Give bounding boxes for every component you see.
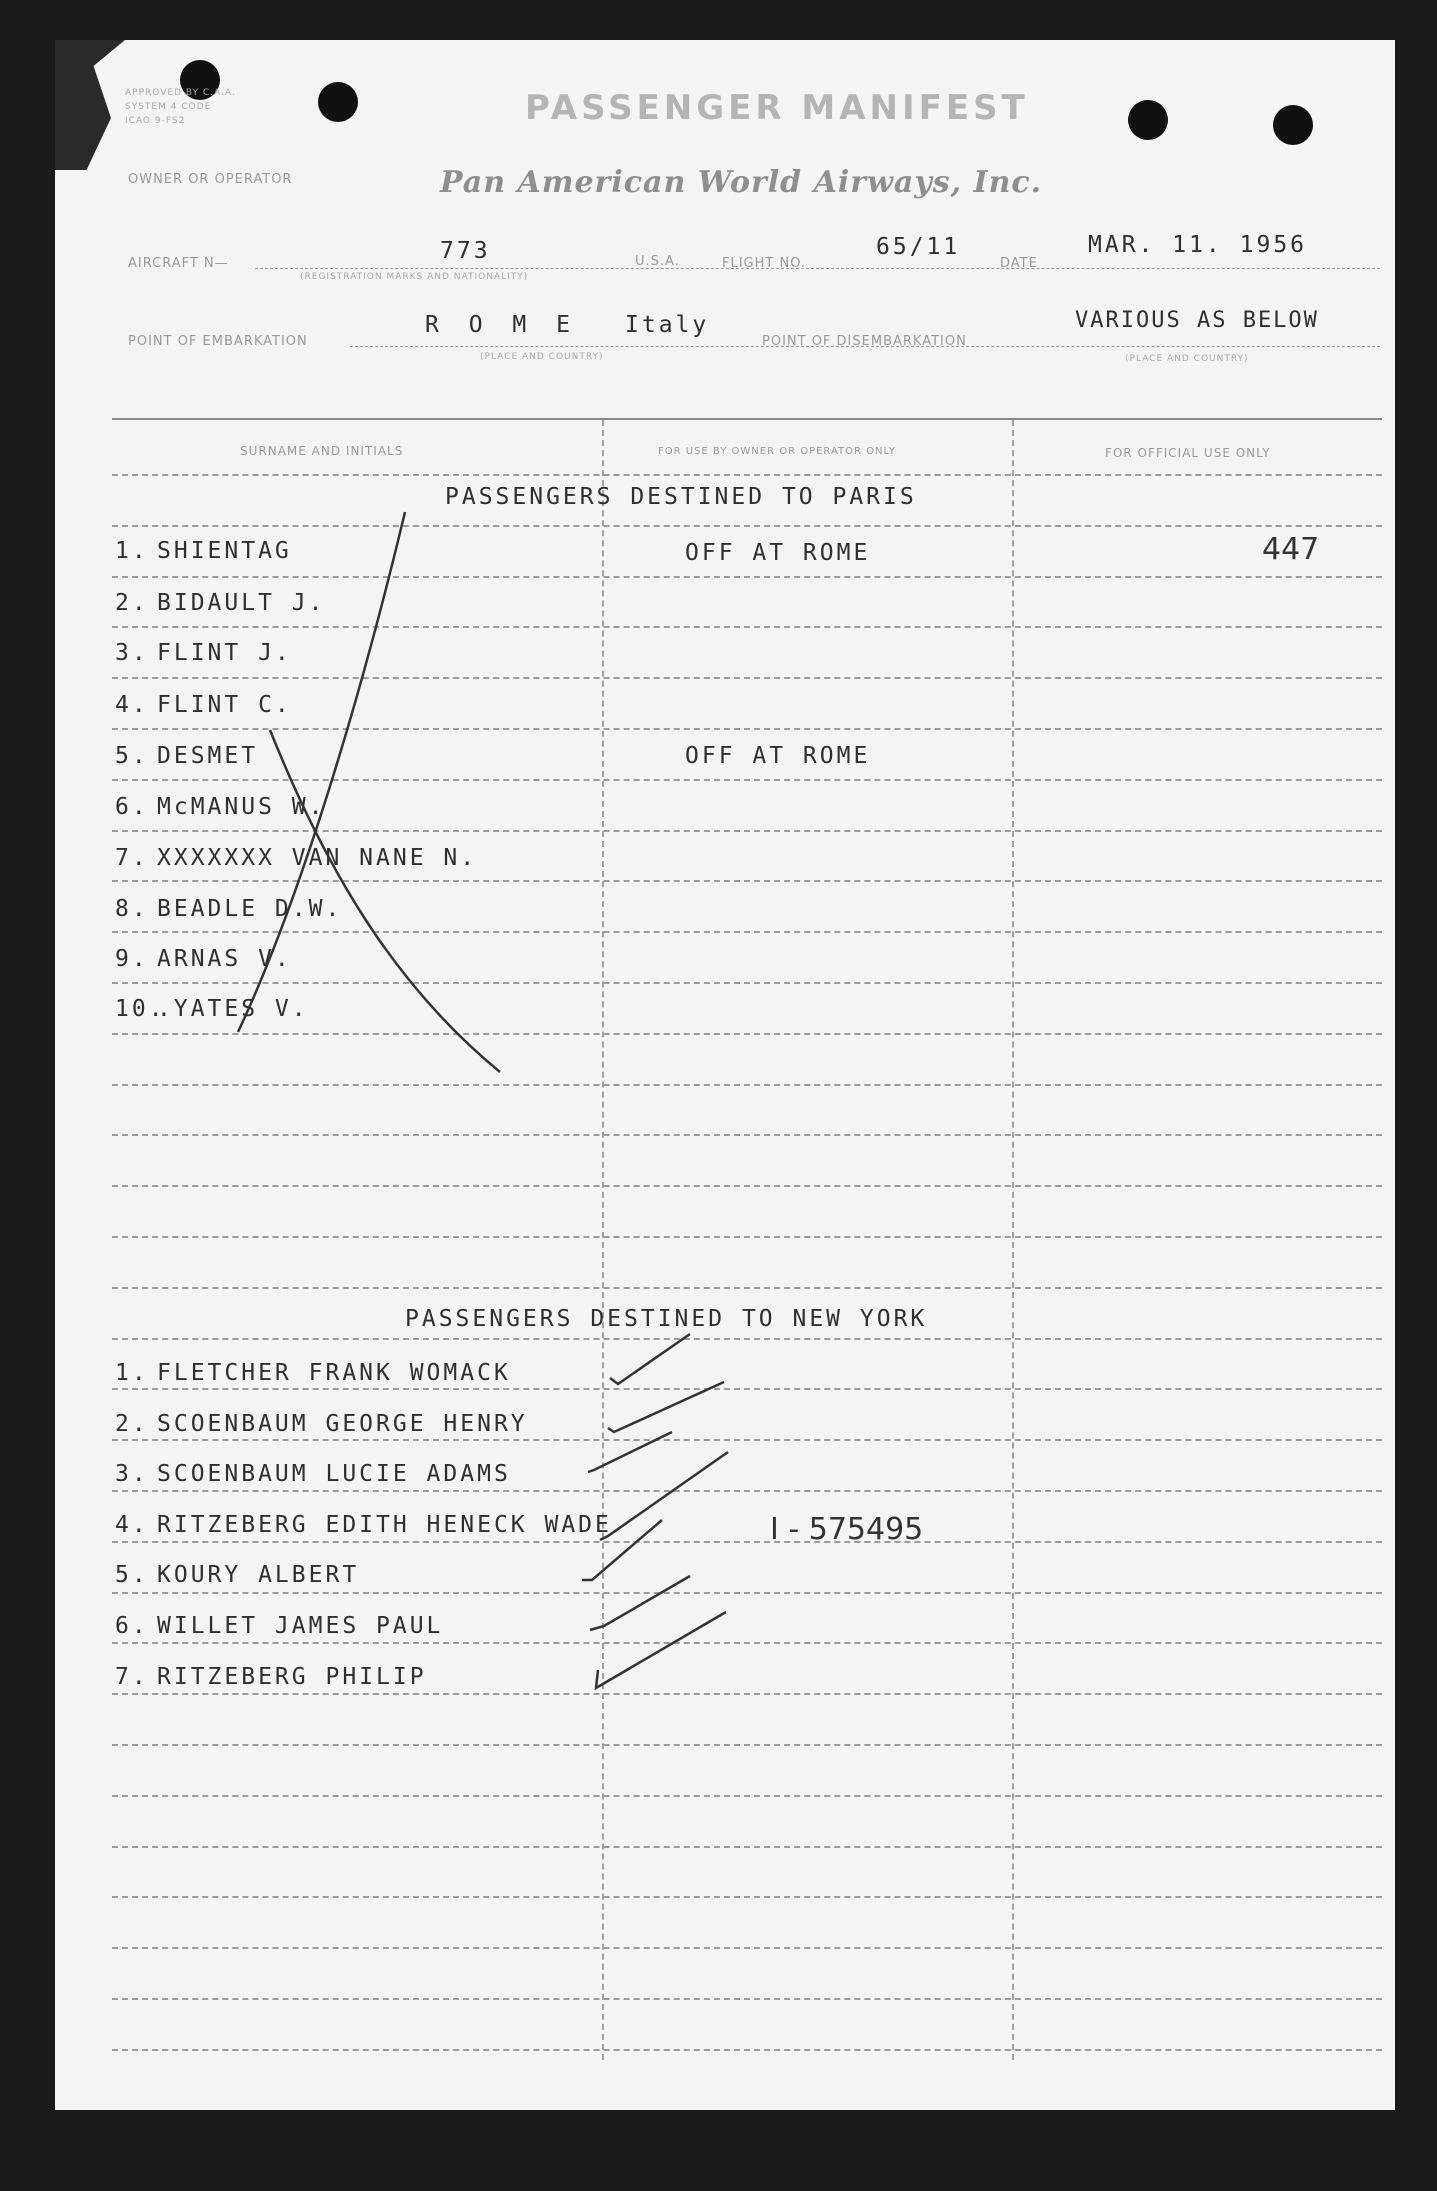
row-number: 1. <box>115 538 149 564</box>
ruled-line <box>112 1846 1382 1848</box>
row-number: 6. <box>115 794 149 820</box>
ruled-line <box>112 1744 1382 1746</box>
ruled-line <box>112 2049 1382 2051</box>
form-code: APPROVED BY C.A.A. <box>125 88 236 98</box>
punch-hole <box>318 82 358 122</box>
table-row <box>115 692 292 718</box>
row-number: 7. <box>115 845 149 871</box>
airline-name: Pan American World Airways, Inc. <box>440 165 1043 200</box>
row-number: 8. <box>115 896 149 922</box>
form-code: ICAO 9-FS2 <box>125 116 186 126</box>
official-number: 447 <box>1262 532 1320 567</box>
ruled-line <box>112 1795 1382 1797</box>
place-caption: (PLACE AND COUNTRY) <box>480 352 604 362</box>
manifest-paper <box>55 40 1395 2110</box>
row-number: 4. <box>115 692 149 718</box>
date-label: DATE <box>1000 256 1038 271</box>
table-row <box>115 1562 359 1588</box>
passenger-name: RITZEBERG PHILIP <box>157 1664 427 1690</box>
passenger-name: .YATES V. <box>157 996 309 1022</box>
punch-hole <box>1273 105 1313 145</box>
table-row <box>115 946 292 972</box>
place-caption: (PLACE AND COUNTRY) <box>1125 354 1249 364</box>
embarkation-label: POINT OF EMBARKATION <box>128 334 308 349</box>
passenger-name: BIDAULT J. <box>157 590 326 616</box>
ruled-line <box>112 1338 1382 1340</box>
ruled-line <box>112 1642 1382 1644</box>
passenger-name: SCOENBAUM LUCIE ADAMS <box>157 1461 511 1487</box>
ruled-line <box>112 1134 1382 1136</box>
ruled-line <box>112 1998 1382 2000</box>
row-number: 7. <box>115 1664 149 1690</box>
ruled-line <box>112 779 1382 781</box>
column-header-surname: SURNAME AND INITIALS <box>240 444 404 458</box>
table-row <box>115 996 309 1022</box>
table-top-rule <box>112 418 1382 420</box>
passenger-name: SHIENTAG <box>157 538 292 564</box>
disembarkation-label: POINT OF DISEMBARKATION <box>762 334 967 349</box>
passenger-name: FLETCHER FRANK WOMACK <box>157 1360 511 1386</box>
ruled-line <box>112 1947 1382 1949</box>
ruled-line <box>112 1185 1382 1187</box>
page-title: PASSENGER MANIFEST <box>525 88 1029 128</box>
ruled-line <box>112 931 1382 933</box>
row-note: OFF AT ROME <box>685 743 871 769</box>
owner-label: OWNER OR OPERATOR <box>128 172 293 187</box>
row-note: OFF AT ROME <box>685 540 871 566</box>
registration-caption: (REGISTRATION MARKS AND NATIONALITY) <box>300 272 529 282</box>
table-row <box>115 1461 511 1487</box>
ruled-line <box>112 1490 1382 1492</box>
table-row <box>115 1411 528 1437</box>
table-row <box>115 1613 443 1639</box>
ruled-line <box>112 1287 1382 1289</box>
handwritten-note: I - 575495 <box>770 1512 924 1547</box>
ruled-line <box>112 1084 1382 1086</box>
passenger-name: DESMET <box>157 743 259 769</box>
date-value: MAR. 11. 1956 <box>1088 232 1308 258</box>
row-number: 3. <box>115 640 149 666</box>
ruled-line <box>112 1693 1382 1695</box>
row-number: 4. <box>115 1512 149 1538</box>
ruled-line <box>112 576 1382 578</box>
embarkation-country: Italy <box>625 312 710 338</box>
row-number: 2. <box>115 1411 149 1437</box>
ruled-line <box>112 525 1382 527</box>
ruled-line <box>112 1388 1382 1390</box>
passenger-name: RITZEBERG EDITH HENECK WADE <box>157 1512 612 1538</box>
row-number: 5. <box>115 1562 149 1588</box>
flight-number: 65/11 <box>876 234 961 260</box>
column-header-official: FOR OFFICIAL USE ONLY <box>1105 446 1271 460</box>
ruled-line <box>112 1033 1382 1035</box>
form-code: SYSTEM 4 CODE <box>125 102 212 112</box>
ruled-line <box>112 1439 1382 1441</box>
row-number: 6. <box>115 1613 149 1639</box>
ruled-line <box>112 728 1382 730</box>
passenger-name: XXXXXXX VAN NANE N. <box>157 845 478 871</box>
section-heading-new-york: PASSENGERS DESTINED TO NEW YORK <box>405 1306 928 1332</box>
row-number: 9. <box>115 946 149 972</box>
ruled-line <box>112 1236 1382 1238</box>
table-row <box>115 1360 511 1386</box>
ruled-line <box>112 626 1382 628</box>
flight-label: FLIGHT NO. <box>722 256 807 271</box>
row-number: 1. <box>115 1360 149 1386</box>
ruled-line <box>112 677 1382 679</box>
row-number: 10. <box>115 996 166 1022</box>
ruled-line <box>112 982 1382 984</box>
row-number: 3. <box>115 1461 149 1487</box>
disembarkation-value: VARIOUS AS BELOW <box>1075 308 1319 333</box>
passenger-name: KOURY ALBERT <box>157 1562 360 1588</box>
ruled-line <box>112 1896 1382 1898</box>
table-row <box>115 845 477 871</box>
table-row <box>115 1512 612 1538</box>
row-number: 2. <box>115 590 149 616</box>
row-number: 5. <box>115 743 149 769</box>
aircraft-label: AIRCRAFT N— <box>128 256 229 271</box>
table-row <box>115 1664 427 1690</box>
passenger-name: McMANUS W. <box>157 794 326 820</box>
ruled-line <box>112 474 1382 476</box>
passenger-name: ARNAS V. <box>157 946 292 972</box>
ruled-line <box>112 830 1382 832</box>
table-row <box>115 794 325 820</box>
aircraft-number: 773 <box>440 238 491 264</box>
column-divider <box>602 420 604 2060</box>
table-row <box>115 896 342 922</box>
column-header-owner: FOR USE BY OWNER OR OPERATOR ONLY <box>658 446 896 457</box>
embarkation-city: R O M E <box>425 312 578 338</box>
passenger-name: FLINT C. <box>157 692 292 718</box>
passenger-name: WILLET JAMES PAUL <box>157 1613 444 1639</box>
nationality: U.S.A. <box>635 254 680 269</box>
column-divider <box>1012 420 1014 2060</box>
header-rule <box>350 346 1380 347</box>
ruled-line <box>112 1592 1382 1594</box>
ruled-line <box>112 880 1382 882</box>
passenger-name: BEADLE D.W. <box>157 896 343 922</box>
table-row <box>115 640 292 666</box>
punch-hole <box>1128 100 1168 140</box>
header-rule <box>255 268 1380 269</box>
table-row <box>115 590 325 616</box>
table-row <box>115 538 292 564</box>
section-heading-paris: PASSENGERS DESTINED TO PARIS <box>445 484 917 510</box>
passenger-name: SCOENBAUM GEORGE HENRY <box>157 1411 528 1437</box>
passenger-name: FLINT J. <box>157 640 292 666</box>
ruled-line <box>112 1541 1382 1543</box>
table-row <box>115 743 258 769</box>
